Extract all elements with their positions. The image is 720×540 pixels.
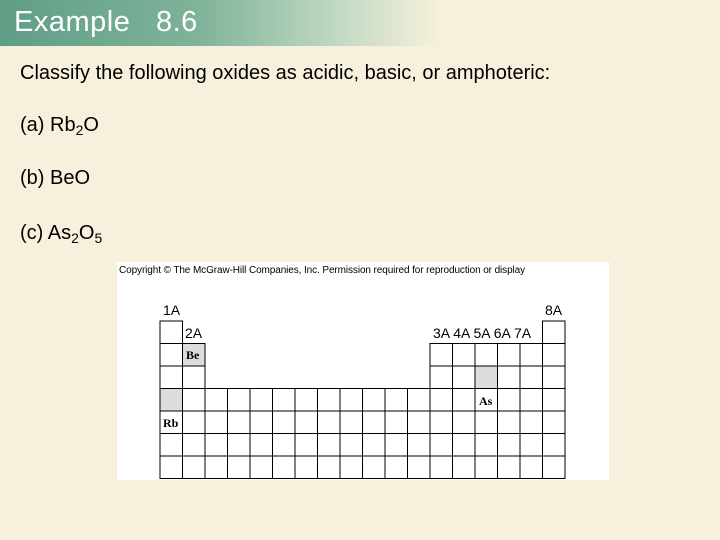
element-be: Be bbox=[186, 348, 200, 362]
table-cell bbox=[498, 434, 521, 457]
table-cell bbox=[318, 389, 341, 412]
table-cell bbox=[363, 411, 386, 434]
table-cell bbox=[498, 411, 521, 434]
table-cell bbox=[453, 389, 476, 412]
table-cell bbox=[520, 456, 543, 479]
table-cell bbox=[183, 389, 206, 412]
table-cell bbox=[385, 389, 408, 412]
table-cell bbox=[318, 456, 341, 479]
table-cell bbox=[385, 434, 408, 457]
table-cell bbox=[385, 411, 408, 434]
part-a: (a) $Rb_2O$ bbox=[20, 114, 99, 138]
table-cell bbox=[453, 366, 476, 389]
table-cell bbox=[408, 411, 431, 434]
table-cell bbox=[205, 434, 228, 457]
table-cell bbox=[475, 456, 498, 479]
table-cell bbox=[205, 389, 228, 412]
table-cell bbox=[160, 321, 183, 344]
table-cell bbox=[250, 389, 273, 412]
table-cell bbox=[318, 411, 341, 434]
table-cell bbox=[430, 344, 453, 367]
table-cell bbox=[363, 434, 386, 457]
table-cell bbox=[520, 366, 543, 389]
table-cell bbox=[250, 411, 273, 434]
table-cell bbox=[543, 321, 566, 344]
slide-title: Example 8.6 bbox=[14, 6, 198, 38]
table-cell bbox=[318, 434, 341, 457]
table-cell bbox=[475, 366, 498, 389]
table-cell bbox=[340, 434, 363, 457]
table-cell bbox=[520, 434, 543, 457]
table-cell bbox=[430, 411, 453, 434]
table-cell bbox=[183, 456, 206, 479]
table-cell bbox=[453, 411, 476, 434]
table-cell bbox=[228, 389, 251, 412]
part-c: (c) $As_2O_5$ bbox=[20, 222, 103, 246]
table-cell bbox=[295, 411, 318, 434]
table-cell bbox=[228, 434, 251, 457]
table-cell bbox=[363, 389, 386, 412]
copyright-notice: Copyright © The McGraw-Hill Companies, Inc. Permission required for reproduction or display bbox=[119, 265, 526, 276]
table-cell bbox=[475, 344, 498, 367]
group-label-1a: 1A bbox=[163, 302, 181, 318]
table-cell bbox=[498, 366, 521, 389]
table-cell bbox=[295, 434, 318, 457]
table-cell bbox=[273, 389, 296, 412]
table-cell bbox=[205, 411, 228, 434]
table-cell bbox=[340, 389, 363, 412]
group-label-2a: 2A bbox=[185, 325, 203, 341]
periodic-table-figure bbox=[117, 262, 609, 480]
table-cell bbox=[228, 411, 251, 434]
table-cell bbox=[498, 344, 521, 367]
table-cell bbox=[543, 389, 566, 412]
table-cell bbox=[430, 456, 453, 479]
table-cell bbox=[295, 389, 318, 412]
table-cell bbox=[408, 456, 431, 479]
table-cell bbox=[543, 344, 566, 367]
question-text: Classify the following oxides as acidic, basic, or amphoteric: bbox=[20, 62, 551, 84]
table-cell bbox=[183, 366, 206, 389]
table-cell bbox=[453, 456, 476, 479]
table-cell bbox=[543, 456, 566, 479]
table-cell bbox=[408, 434, 431, 457]
table-cell bbox=[160, 389, 183, 412]
table-cell bbox=[408, 389, 431, 412]
table-cell bbox=[295, 456, 318, 479]
table-cell bbox=[385, 456, 408, 479]
table-cell bbox=[228, 456, 251, 479]
table-cell bbox=[273, 456, 296, 479]
table-cell bbox=[160, 434, 183, 457]
table-cell bbox=[475, 434, 498, 457]
table-cell bbox=[543, 411, 566, 434]
table-cell bbox=[160, 456, 183, 479]
group-label-3a-7a: 3A 4A 5A 6A 7A bbox=[433, 325, 532, 341]
part-b: (b) BeO bbox=[20, 167, 91, 189]
table-cell bbox=[430, 366, 453, 389]
table-cell bbox=[520, 411, 543, 434]
table-cell bbox=[430, 389, 453, 412]
table-cell bbox=[498, 389, 521, 412]
table-cell bbox=[340, 456, 363, 479]
table-cell bbox=[160, 344, 183, 367]
table-cell bbox=[498, 456, 521, 479]
element-as: As bbox=[479, 394, 493, 408]
table-cell bbox=[520, 344, 543, 367]
table-cell bbox=[543, 366, 566, 389]
title-bar bbox=[0, 0, 440, 46]
table-cell bbox=[363, 456, 386, 479]
table-cell bbox=[475, 411, 498, 434]
table-cell bbox=[273, 434, 296, 457]
table-cell bbox=[273, 411, 296, 434]
table-cell bbox=[453, 344, 476, 367]
table-cell bbox=[250, 434, 273, 457]
table-cell bbox=[520, 389, 543, 412]
group-label-8a: 8A bbox=[545, 302, 563, 318]
element-rb: Rb bbox=[163, 416, 179, 430]
table-cell bbox=[453, 434, 476, 457]
table-cell bbox=[340, 411, 363, 434]
table-cell bbox=[205, 456, 228, 479]
table-cell bbox=[543, 434, 566, 457]
table-cell bbox=[430, 434, 453, 457]
table-cell bbox=[160, 366, 183, 389]
table-cell bbox=[250, 456, 273, 479]
table-cell bbox=[183, 434, 206, 457]
periodic-table-grid bbox=[117, 262, 609, 480]
table-cell bbox=[183, 411, 206, 434]
